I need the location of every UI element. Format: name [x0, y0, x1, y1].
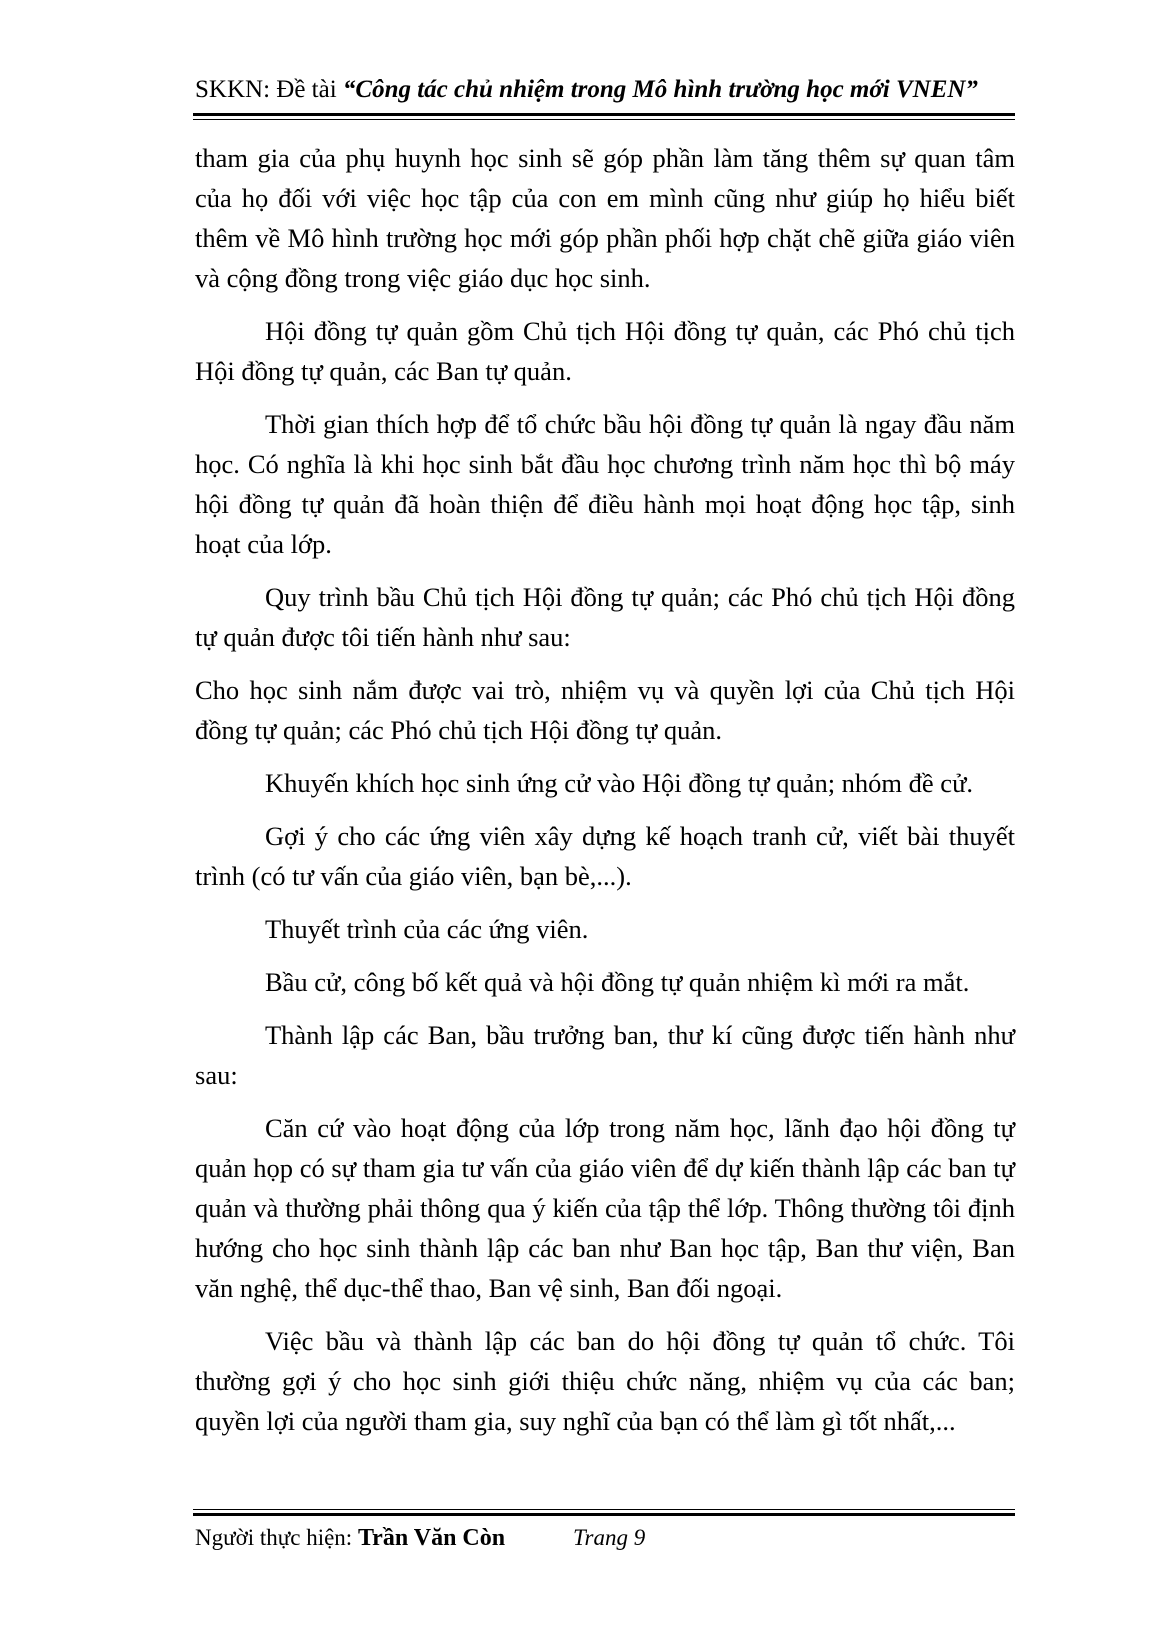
- footer-label: Người thực hiện:: [195, 1525, 358, 1550]
- paragraph: Căn cứ vào hoạt động của lớp trong năm học, lãnh đạo hội đồng tự quản họp có sự tham gia tư vấn của giáo viên để dự kiến thành lập các ban tự quản và thường phải thông qua ý kiến của tập thể lớp. Thông thường tôi định hướng cho học sinh thành lập các ban như Ban học tập, Ban thư viện, Ban văn nghệ, thể dục-thể thao, Ban vệ sinh, Ban đối ngoại.: [195, 1113, 1015, 1303]
- header-prefix: SKKN: Đề tài: [195, 76, 343, 103]
- paragraph: Việc bầu và thành lập các ban do hội đồng tự quản tổ chức. Tôi thường gợi ý cho học sinh giới thiệu chức năng, nhiệm vụ của các ban; quyền lợi của người tham gia, suy nghĩ của bạn có thể làm gì tốt nhất,...: [195, 1326, 1015, 1436]
- paragraph: Thuyết trình của các ứng viên.: [265, 914, 589, 944]
- paragraph: Gợi ý cho các ứng viên xây dựng kế hoạch tranh cử, viết bài thuyết trình (có tư vấn của giáo viên, bạn bè,...).: [195, 821, 1015, 891]
- paragraph: Hội đồng tự quản gồm Chủ tịch Hội đồng tự quản, các Phó chủ tịch Hội đồng tự quản, các Ban tự quản.: [195, 316, 1015, 386]
- footer-author: Trần Văn Còn: [357, 1525, 506, 1551]
- paragraph: Khuyến khích học sinh ứng cử vào Hội đồng tự quản; nhóm đề cử.: [265, 768, 974, 798]
- header-rule-thin: [193, 119, 1015, 120]
- paragraph: tham gia của phụ huynh học sinh sẽ góp phần làm tăng thêm sự quan tâm của họ đối với việc học tập của con em mình cũng như giúp họ hiểu biết thêm về Mô hình trường học mới góp phần phối hợp chặt chẽ giữa giáo viên và cộng đồng trong việc giáo dục học sinh.: [195, 143, 1015, 293]
- paragraph: Quy trình bầu Chủ tịch Hội đồng tự quản; các Phó chủ tịch Hội đồng tự quản được tôi tiến hành như sau:: [195, 582, 1015, 652]
- paragraph: Thời gian thích hợp để tổ chức bầu hội đồng tự quản là ngay đầu năm học. Có nghĩa là khi học sinh bắt đầu học chương trình năm học thì bộ máy hội đồng tự quản đã hoàn thiện để điều hành mọi hoạt động học tập, sinh hoạt của lớp.: [195, 409, 1015, 559]
- footer-rule-thick: [193, 1513, 1015, 1516]
- page-number: Trang 9: [573, 1525, 646, 1550]
- paragraph: Thành lập các Ban, bầu trưởng ban, thư kí cũng được tiến hành như sau:: [195, 1020, 1015, 1090]
- document-body: [195, 138, 1015, 1454]
- paragraph: Bầu cử, công bố kết quả và hội đồng tự quản nhiệm kì mới ra mắt.: [265, 967, 970, 997]
- header-rule-thick: [193, 113, 1015, 116]
- footer-rule-thin: [193, 1509, 1015, 1510]
- page-footer: [195, 1518, 1015, 1558]
- header-title: “Công tác chủ nhiệm trong Mô hình trường học mới VNEN”: [342, 76, 978, 103]
- paragraph: Cho học sinh nắm được vai trò, nhiệm vụ và quyền lợi của Chủ tịch Hội đồng tự quản; các Phó chủ tịch Hội đồng tự quản.: [195, 675, 1015, 745]
- page-header: [195, 70, 1015, 110]
